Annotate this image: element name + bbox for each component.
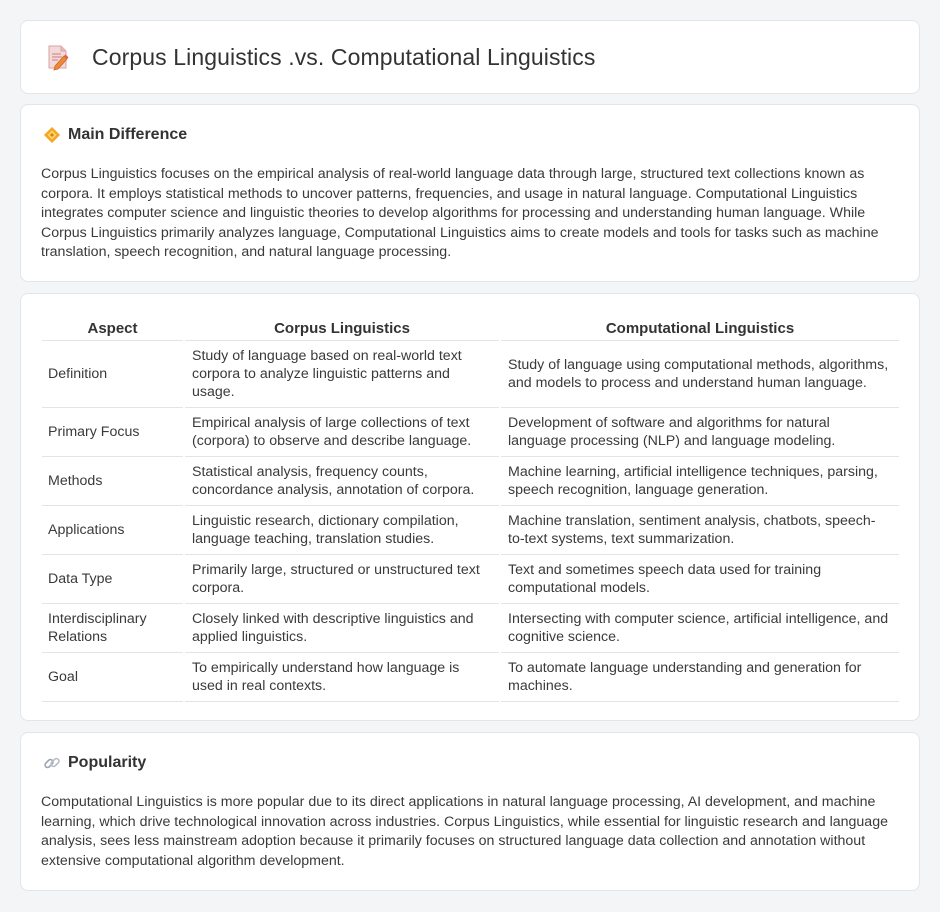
- corpus-cell: Primarily large, structured or unstructured text corpora.: [184, 554, 500, 603]
- aspect-cell: Applications: [42, 505, 184, 554]
- popularity-text: Computational Linguistics is more popular due to its direct applications in natural language processing, AI development, and machine learning, which drive technological innovation across industries. Corpus Linguistics, while essential for linguistic research and language analysis, sees less mainstream adoption because it primarily focuses on structured language data collection and annotation without extensive computational algorithm development.: [41, 794, 888, 869]
- table-row: [42, 340, 899, 407]
- table-row: [42, 505, 899, 554]
- computational-cell: Study of language using computational methods, algorithms, and models to process and understand human language.: [500, 340, 899, 407]
- computational-cell: To automate language understanding and generation for machines.: [500, 652, 899, 701]
- popularity-heading: Popularity: [68, 754, 147, 771]
- header-aspect: Aspect: [42, 318, 184, 340]
- main-difference-heading: Main Difference: [68, 126, 188, 143]
- comparison-table: [42, 318, 899, 702]
- computational-cell: Development of software and algorithms for natural language processing (NLP) and language modeling.: [500, 407, 899, 456]
- main-difference-text: Corpus Linguistics focuses on the empirical analysis of real-world language data through large, structured text collections known as corpora. It employs statistical methods to uncover patterns, frequencies, and usage in natural language. Computational Linguistics integrates computer science and linguistic theories to develop algorithms for processing and understanding human language. While Corpus Linguistics primarily analyzes language, Computational Linguistics aims to create models and tools for tasks such as machine translation, speech recognition, and natural language processing.: [41, 166, 879, 261]
- corpus-cell: Empirical analysis of large collections of text (corpora) to observe and describe language.: [184, 407, 500, 456]
- table-row: [42, 554, 899, 603]
- corpus-cell: To empirically understand how language is used in real contexts.: [184, 652, 500, 701]
- title-row: [45, 43, 595, 71]
- table-header-row: [42, 318, 899, 340]
- computational-cell: Intersecting with computer science, artificial intelligence, and cognitive science.: [500, 603, 899, 652]
- comparison-card: [20, 293, 920, 721]
- header-computational: Computational Linguistics: [500, 318, 899, 340]
- aspect-cell: Definition: [42, 340, 184, 407]
- computational-cell: Machine translation, sentiment analysis, chatbots, speech-to-text systems, text summarization.: [500, 505, 899, 554]
- header-corpus: Corpus Linguistics: [184, 318, 500, 340]
- table-row: [42, 456, 899, 505]
- title-card: [20, 20, 920, 94]
- aspect-cell: Interdisciplinary Relations: [42, 603, 184, 652]
- corpus-cell: Study of language based on real-world text corpora to analyze linguistic patterns and usage.: [184, 340, 500, 407]
- corpus-cell: Linguistic research, dictionary compilation, language teaching, translation studies.: [184, 505, 500, 554]
- computational-cell: Machine learning, artificial intelligence techniques, parsing, speech recognition, language generation.: [500, 456, 899, 505]
- table-row: [42, 603, 899, 652]
- corpus-cell: Closely linked with descriptive linguistics and applied linguistics.: [184, 603, 500, 652]
- main-difference-card: [20, 104, 920, 282]
- table-row: [42, 652, 899, 701]
- aspect-cell: Goal: [42, 652, 184, 701]
- main-difference-header: [43, 126, 187, 144]
- aspect-cell: Methods: [42, 456, 184, 505]
- page-title: Corpus Linguistics .vs. Computational Linguistics: [92, 43, 596, 70]
- corpus-cell: Statistical analysis, frequency counts, concordance analysis, annotation of corpora.: [184, 456, 500, 505]
- table-row: [42, 407, 899, 456]
- popularity-card: [20, 732, 920, 891]
- document-pencil-icon: [45, 43, 71, 71]
- popularity-header: [43, 754, 146, 772]
- aspect-cell: Data Type: [42, 554, 184, 603]
- computational-cell: Text and sometimes speech data used for training computational models.: [500, 554, 899, 603]
- link-icon: [43, 754, 61, 772]
- aspect-cell: Primary Focus: [42, 407, 184, 456]
- diamond-icon: [43, 126, 61, 144]
